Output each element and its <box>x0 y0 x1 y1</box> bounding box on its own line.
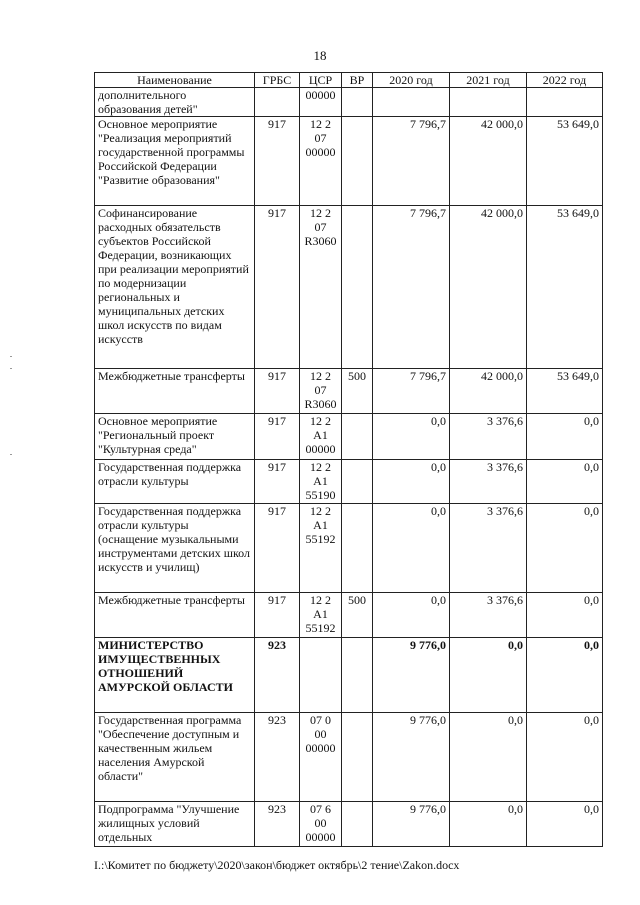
cell-vr <box>342 414 373 460</box>
cell-2020: 7 796,7 <box>373 369 450 414</box>
cell-2021: 0,0 <box>450 638 527 713</box>
cell-2022: 0,0 <box>527 713 603 802</box>
table-row <box>95 504 603 593</box>
cell-vr <box>342 206 373 369</box>
cell-vr <box>342 460 373 504</box>
table-row <box>95 802 603 847</box>
cell-vr: 500 <box>342 593 373 638</box>
cell-vr <box>342 117 373 206</box>
margin-scan-marks <box>10 0 14 905</box>
cell-csr: 07 0 00 00000 <box>300 713 342 802</box>
cell-2021: 3 376,6 <box>450 414 527 460</box>
cell-2020: 7 796,7 <box>373 206 450 369</box>
cell-grbs: 917 <box>255 593 300 638</box>
cell-grbs: 923 <box>255 713 300 802</box>
cell-vr <box>342 713 373 802</box>
cell-name: Межбюджетные трансферты <box>95 369 255 414</box>
cell-2020: 0,0 <box>373 414 450 460</box>
cell-2020: 7 796,7 <box>373 117 450 206</box>
cell-2020: 0,0 <box>373 504 450 593</box>
header-csr: ЦСР <box>300 73 342 88</box>
header-name: Наименование <box>95 73 255 88</box>
cell-2021: 0,0 <box>450 713 527 802</box>
cell-2021: 3 376,6 <box>450 504 527 593</box>
table-row <box>95 369 603 414</box>
table-row <box>95 638 603 713</box>
cell-2020: 9 776,0 <box>373 638 450 713</box>
cell-csr: 12 2 A1 00000 <box>300 414 342 460</box>
footer-file-path: I.:\Комитет по бюджету\2020\закон\бюджет октябрь\2 тение\Zakon.docx <box>94 858 460 872</box>
cell-2022: 0,0 <box>527 414 603 460</box>
header-2022: 2022 год <box>527 73 603 88</box>
cell-grbs: 923 <box>255 638 300 713</box>
table-row <box>95 206 603 369</box>
cell-vr <box>342 802 373 847</box>
cell-name: Основное мероприятие "Региональный проект "Культурная среда" <box>95 414 255 460</box>
cell-vr <box>342 638 373 713</box>
cell-csr <box>300 638 342 713</box>
cell-name: Государственная поддержка отрасли культуры <box>95 460 255 504</box>
header-vr: ВР <box>342 73 373 88</box>
cell-vr <box>342 88 373 117</box>
cell-csr: 12 2 A1 55192 <box>300 504 342 593</box>
cell-name: МИНИСТЕРСТВО ИМУЩЕСТВЕННЫХ ОТНОШЕНИЙ АМУРСКОЙ ОБЛАСТИ <box>95 638 255 713</box>
cell-vr <box>342 504 373 593</box>
cell-2022: 53 649,0 <box>527 117 603 206</box>
cell-2020 <box>373 88 450 117</box>
cell-grbs: 923 <box>255 802 300 847</box>
cell-2021: 0,0 <box>450 802 527 847</box>
header-grbs: ГРБС <box>255 73 300 88</box>
cell-2021 <box>450 88 527 117</box>
cell-2022 <box>527 88 603 117</box>
budget-table <box>94 72 603 847</box>
table-row <box>95 414 603 460</box>
table-header-row <box>95 73 603 88</box>
cell-csr: 12 2 A1 55192 <box>300 593 342 638</box>
header-2020: 2020 год <box>373 73 450 88</box>
cell-2022: 0,0 <box>527 460 603 504</box>
cell-2021: 42 000,0 <box>450 117 527 206</box>
cell-2022: 0,0 <box>527 593 603 638</box>
cell-grbs: 917 <box>255 369 300 414</box>
cell-name: Межбюджетные трансферты <box>95 593 255 638</box>
table-row <box>95 460 603 504</box>
cell-name: Государственная программа "Обеспечение доступным и качественным жильем населения Амурской области" <box>95 713 255 802</box>
cell-csr: 12 2 07 00000 <box>300 117 342 206</box>
table-row <box>95 117 603 206</box>
table-row <box>95 713 603 802</box>
table-row <box>95 593 603 638</box>
cell-name: Государственная поддержка отрасли культуры (оснащение музыкальными инструментами детских школ искусств и училищ) <box>95 504 255 593</box>
cell-csr: 12 2 07 R3060 <box>300 206 342 369</box>
cell-name: Софинансирование расходных обязательств субъектов Российской Федерации, возникающих при реализации мероприятий по модернизации региональных и муниципальных детских школ искусств по видам искусств <box>95 206 255 369</box>
cell-2022: 0,0 <box>527 504 603 593</box>
cell-name: Основное мероприятие "Реализация мероприятий государственной программы Российской Федерации "Развитие образования" <box>95 117 255 206</box>
cell-2022: 0,0 <box>527 802 603 847</box>
table-row <box>95 88 603 117</box>
cell-2022: 53 649,0 <box>527 206 603 369</box>
cell-grbs: 917 <box>255 117 300 206</box>
cell-2021: 42 000,0 <box>450 206 527 369</box>
cell-2020: 0,0 <box>373 460 450 504</box>
cell-csr: 12 2 A1 55190 <box>300 460 342 504</box>
cell-2022: 0,0 <box>527 638 603 713</box>
cell-name: Подпрограмма "Улучшение жилищных условий отдельных <box>95 802 255 847</box>
cell-name: дополнительного образования детей" <box>95 88 255 117</box>
page-number: 18 <box>313 48 327 63</box>
cell-2021: 3 376,6 <box>450 460 527 504</box>
cell-2020: 9 776,0 <box>373 713 450 802</box>
cell-2021: 42 000,0 <box>450 369 527 414</box>
cell-2020: 9 776,0 <box>373 802 450 847</box>
cell-csr: 07 6 00 00000 <box>300 802 342 847</box>
cell-grbs <box>255 88 300 117</box>
cell-csr: 00000 <box>300 88 342 117</box>
header-2021: 2021 год <box>450 73 527 88</box>
cell-vr: 500 <box>342 369 373 414</box>
cell-2021: 3 376,6 <box>450 593 527 638</box>
cell-grbs: 917 <box>255 206 300 369</box>
cell-grbs: 917 <box>255 414 300 460</box>
cell-grbs: 917 <box>255 504 300 593</box>
cell-csr: 12 2 07 R3060 <box>300 369 342 414</box>
cell-grbs: 917 <box>255 460 300 504</box>
cell-2022: 53 649,0 <box>527 369 603 414</box>
cell-2020: 0,0 <box>373 593 450 638</box>
